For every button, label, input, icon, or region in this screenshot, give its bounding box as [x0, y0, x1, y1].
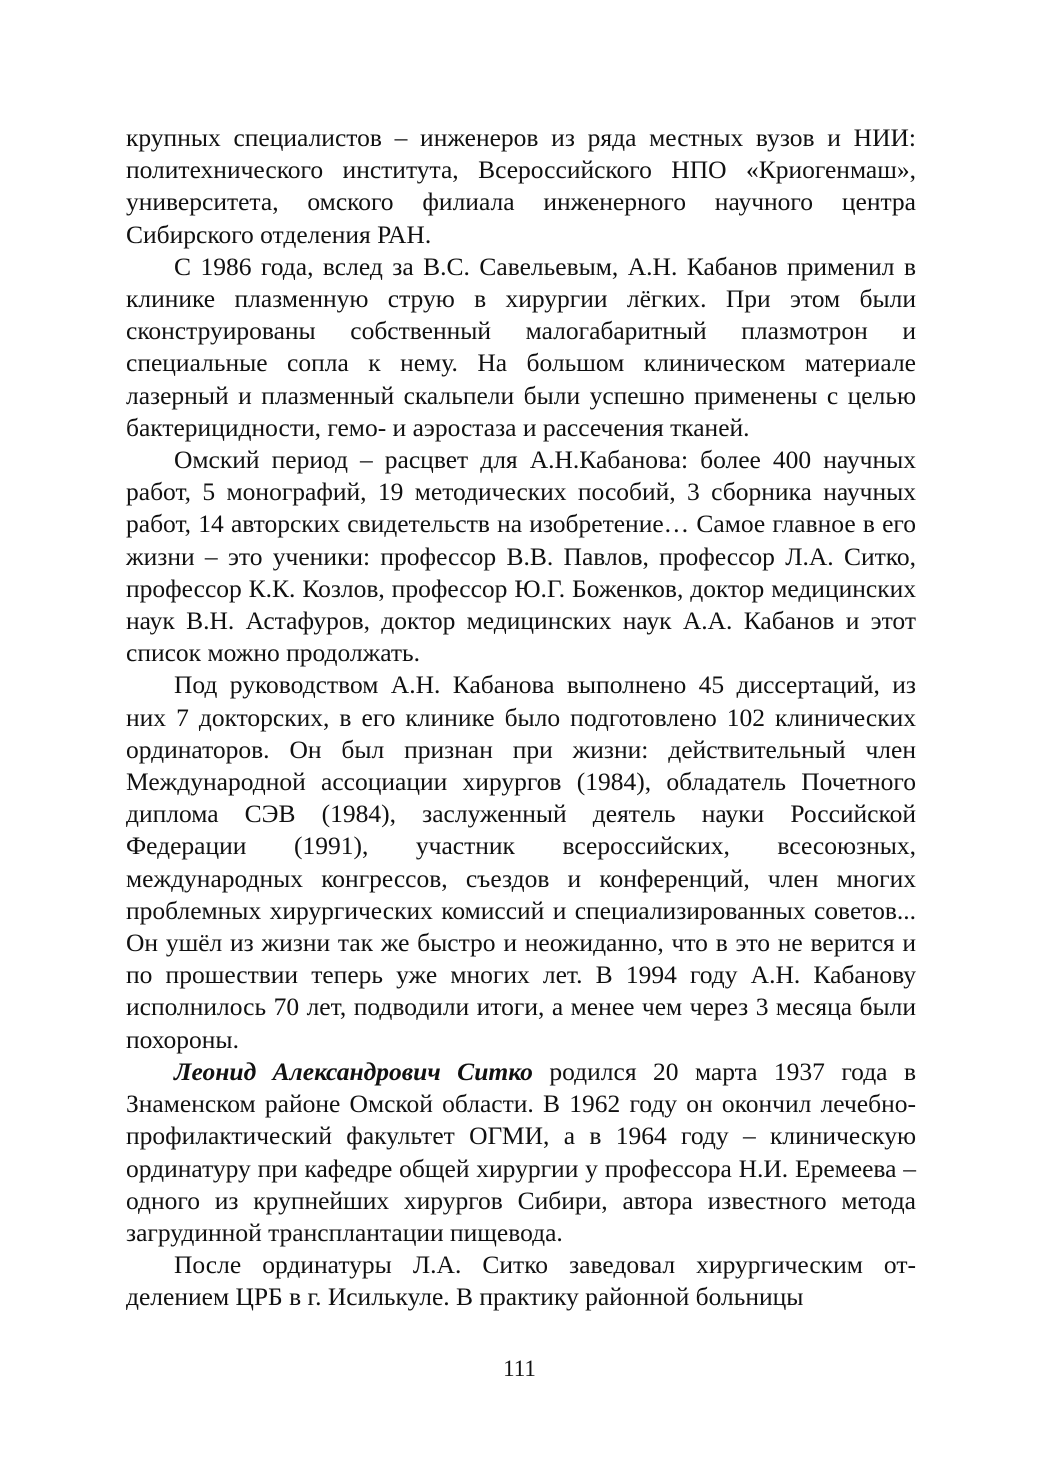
page-number: 111	[503, 1356, 536, 1381]
paragraph-dissertations: Под руководством А.Н. Кабанова выполнено 45 диссертаций, из них 7 докторских, в его клинике было подготовлено 102 клинических ординаторов. Он был признан при жизни: действительный член Международной ассоциации хирургов (1984), обладатель Почетного диплома СЭВ (1984), заслуженный деятель науки Российской Федерации (1991), участник всероссийских, всесоюзных, международных конгрессов, съездов и конференций, член многих проблемных хирургических комиссий и специализированных советов... Он ушёл из жизни так же быстро и неожиданно, что в это не верится и по прошествии теперь уже многих лет. В 1994 году А.Н. Кабанову исполнилось 70 лет, подводили итоги, а менее чем через 3 месяца были похороны.	[126, 670, 916, 1054]
paragraph-plasma-surgery: С 1986 года, вслед за В.С. Савельевым, А.Н. Кабанов применил в клинике плазменную струю в хирургии лёгких. При этом были сконструированы собственный малогабаритный плазмотрон и специальные сопла к нему. На большом клиническом материале лазерный и плазменный скальпели были успешно применены с целью бактерицидности, гемо- и аэростаза и рассечения тканей.	[126, 251, 916, 442]
paragraph-after-residency: После ординатуры Л.А. Ситко заведовал хирургическим отделением ЦРБ в г. Исилькуле. В практику районной больницы	[126, 1250, 916, 1312]
paragraph-sitko-biography	[126, 1056, 916, 1249]
paragraph-omsk-period: Омский период – расцвет для А.Н.Кабанова: более 400 научных работ, 5 монографий, 19 методических пособий, 3 сборника научных работ, 14 авторских свидетельств на изобретение… Самое главное в его жизни – это ученики: профессор В.В. Павлов, профессор Л.А. Ситко, профессор К.К. Козлов, профессор Ю.Г. Боженков, доктор медицинских наук В.Н. Астафуров, доктор медицинских наук А.А. Кабанов и этот список можно продолжать.	[126, 445, 916, 668]
person-name-heading: Леонид Александрович Ситко	[174, 1056, 533, 1086]
paragraph-continuation: крупных специалистов – инженеров из ряда местных вузов и НИИ: политехнического института, Всероссийского НПО «Криогенмаш», университета, омского филиала инженерного научного центра Сибирского отделения РАН.	[126, 123, 916, 249]
page-body	[126, 122, 916, 1314]
paragraph-sitko-text: родился 20 марта 1937 года в Знаменском районе Омской области. В 1962 году он окончил лечебно-профилактический факультет ОГМИ, а в 1964 году – клиническую ординатуру при кафедре общей хирургии у профессора Н.И. Еремеева – одного из крупнейших хирургов Сибири, автора известного метода загрудинной трансплантации пищевода.	[126, 1056, 916, 1247]
